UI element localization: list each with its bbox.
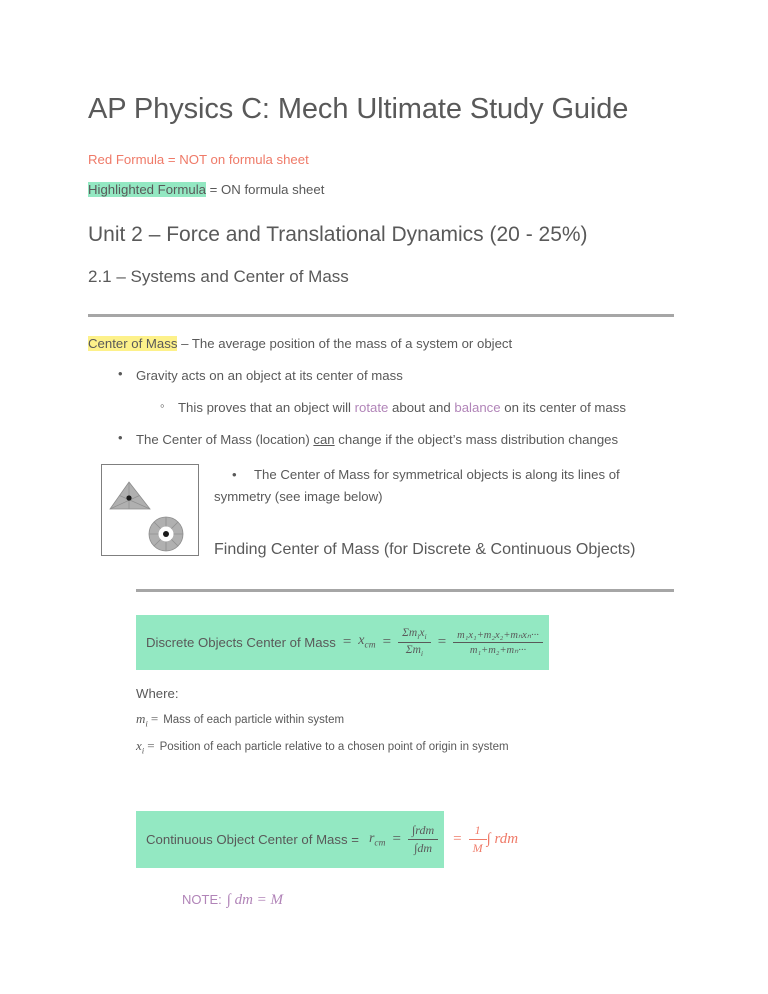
bullet-marker bbox=[214, 467, 254, 482]
document-content bbox=[88, 0, 678, 909]
legend-green-key: Highlighted Formula bbox=[88, 182, 207, 198]
symmetry-bullet-line2: symmetry (see image below) bbox=[214, 489, 383, 505]
section-heading: 2.1 – Systems and Center of Mass bbox=[88, 266, 349, 286]
discrete-formula-row bbox=[136, 615, 678, 670]
continuous-denominator: ∫dm bbox=[414, 841, 433, 856]
integral-rdm: ∫ rdm bbox=[486, 830, 519, 847]
center-of-mass-definition bbox=[88, 317, 678, 353]
bullet-gravity-text: Gravity acts on an object at its center of mass bbox=[136, 368, 403, 384]
discrete-eq-1: = bbox=[342, 633, 352, 650]
figure-with-wrapped-text bbox=[88, 464, 678, 562]
continuous-formula-label: Continuous Object Center of Mass = bbox=[146, 831, 359, 847]
sub-bullet-balance: balance bbox=[454, 400, 501, 416]
where-text-mass: Mass of each particle within system bbox=[163, 714, 345, 726]
symmetry-bullet-line1: The Center of Mass for symmetrical objects is along its lines of bbox=[254, 466, 620, 482]
legend-red-value: = NOT on formula sheet bbox=[164, 152, 309, 168]
list-item bbox=[88, 430, 678, 449]
note-integral-dm bbox=[182, 892, 678, 909]
bullet-location-post: change if the object’s mass distribution changes bbox=[334, 432, 619, 448]
note-math: ∫ dm = M bbox=[226, 892, 284, 909]
definition-term: Center of Mass bbox=[88, 336, 178, 351]
one-over-m-denominator: M bbox=[472, 841, 483, 856]
sub-bullet-post: on its center of mass bbox=[500, 400, 626, 416]
symmetry-diagram-svg bbox=[102, 465, 198, 555]
discrete-formula-box bbox=[136, 615, 549, 670]
unit-heading: Unit 2 – Force and Translational Dynamics (20 - 25%) bbox=[88, 222, 588, 246]
continuous-variable: $r_{cm}$ bbox=[368, 830, 386, 849]
one-over-m-numerator: 1 bbox=[474, 822, 481, 837]
where-symbol-m: $m_i$ bbox=[136, 711, 148, 729]
continuous-formula-box bbox=[136, 811, 444, 869]
where-equals-2: = bbox=[147, 738, 155, 754]
discrete-expanded-numerator: m₁x₁+m₂x₂+mₙxₙ··· bbox=[457, 629, 539, 641]
discrete-expanded-denominator: m₁+m₂+mₙ··· bbox=[469, 645, 527, 657]
symmetry-bullet-text bbox=[214, 464, 678, 509]
bullet-list-level2 bbox=[136, 398, 678, 417]
discrete-eq-3: = bbox=[437, 633, 447, 650]
discrete-sigma-denominator: $\Sigma m_i$ bbox=[405, 644, 424, 658]
where-item-mass bbox=[136, 711, 678, 728]
sub-bullet-rotate: rotate bbox=[354, 400, 389, 416]
list-item bbox=[88, 366, 678, 417]
legend-red-formula bbox=[88, 150, 678, 169]
discrete-sigma-numerator: $\Sigma m_ix_i$ bbox=[402, 626, 427, 641]
continuous-formula-row bbox=[136, 811, 678, 869]
legend-green-value: = ON formula sheet bbox=[206, 182, 325, 198]
page-title: AP Physics C: Mech Ultimate Study Guide bbox=[88, 93, 629, 125]
legend-green-formula bbox=[88, 180, 678, 199]
discrete-formula-label: Discrete Objects Center of Mass bbox=[146, 634, 336, 650]
one-over-m-fraction bbox=[469, 822, 487, 858]
sub-bullet-mid: about and bbox=[388, 400, 455, 416]
note-label: NOTE: bbox=[182, 892, 222, 908]
list-item bbox=[136, 398, 678, 417]
discrete-eq-2: = bbox=[382, 633, 392, 650]
divider-formulas bbox=[136, 589, 674, 592]
continuous-eq-1: = bbox=[392, 830, 401, 847]
legend-red-key: Red Formula bbox=[88, 152, 165, 168]
discrete-sigma-fraction bbox=[398, 626, 431, 659]
bullet-location-can: can bbox=[313, 432, 335, 448]
where-symbol-x: $x_i$ bbox=[136, 738, 145, 756]
where-equals-1: = bbox=[150, 711, 159, 726]
discrete-expanded-fraction bbox=[453, 628, 543, 658]
continuous-formula-red-tail bbox=[444, 822, 518, 858]
sub-bullet-pre: This proves that an object will bbox=[178, 400, 355, 416]
discrete-variable: $x_{cm}$ bbox=[358, 633, 376, 652]
where-heading: Where: bbox=[136, 686, 179, 701]
continuous-numerator: ∫rdm bbox=[411, 822, 435, 837]
where-text-position: Position of each particle relative to a chosen point of origin in system bbox=[159, 741, 509, 754]
continuous-integral-fraction bbox=[408, 822, 438, 858]
symmetry-shapes-figure bbox=[101, 464, 199, 556]
bullet-list-level1 bbox=[88, 366, 678, 449]
triangle-shape bbox=[110, 482, 150, 509]
finding-center-of-mass-heading: Finding Center of Mass (for Discrete & Continuous Objects) bbox=[214, 540, 636, 558]
continuous-eq-2: = bbox=[453, 830, 462, 847]
bullet-location-pre: The Center of Mass (location) bbox=[136, 432, 314, 448]
definition-body: – The average position of the mass of a system or object bbox=[177, 336, 513, 351]
disc-center-of-mass-dot bbox=[163, 531, 169, 537]
where-item-position bbox=[136, 738, 678, 755]
triangle-center-of-mass-dot bbox=[126, 495, 131, 500]
